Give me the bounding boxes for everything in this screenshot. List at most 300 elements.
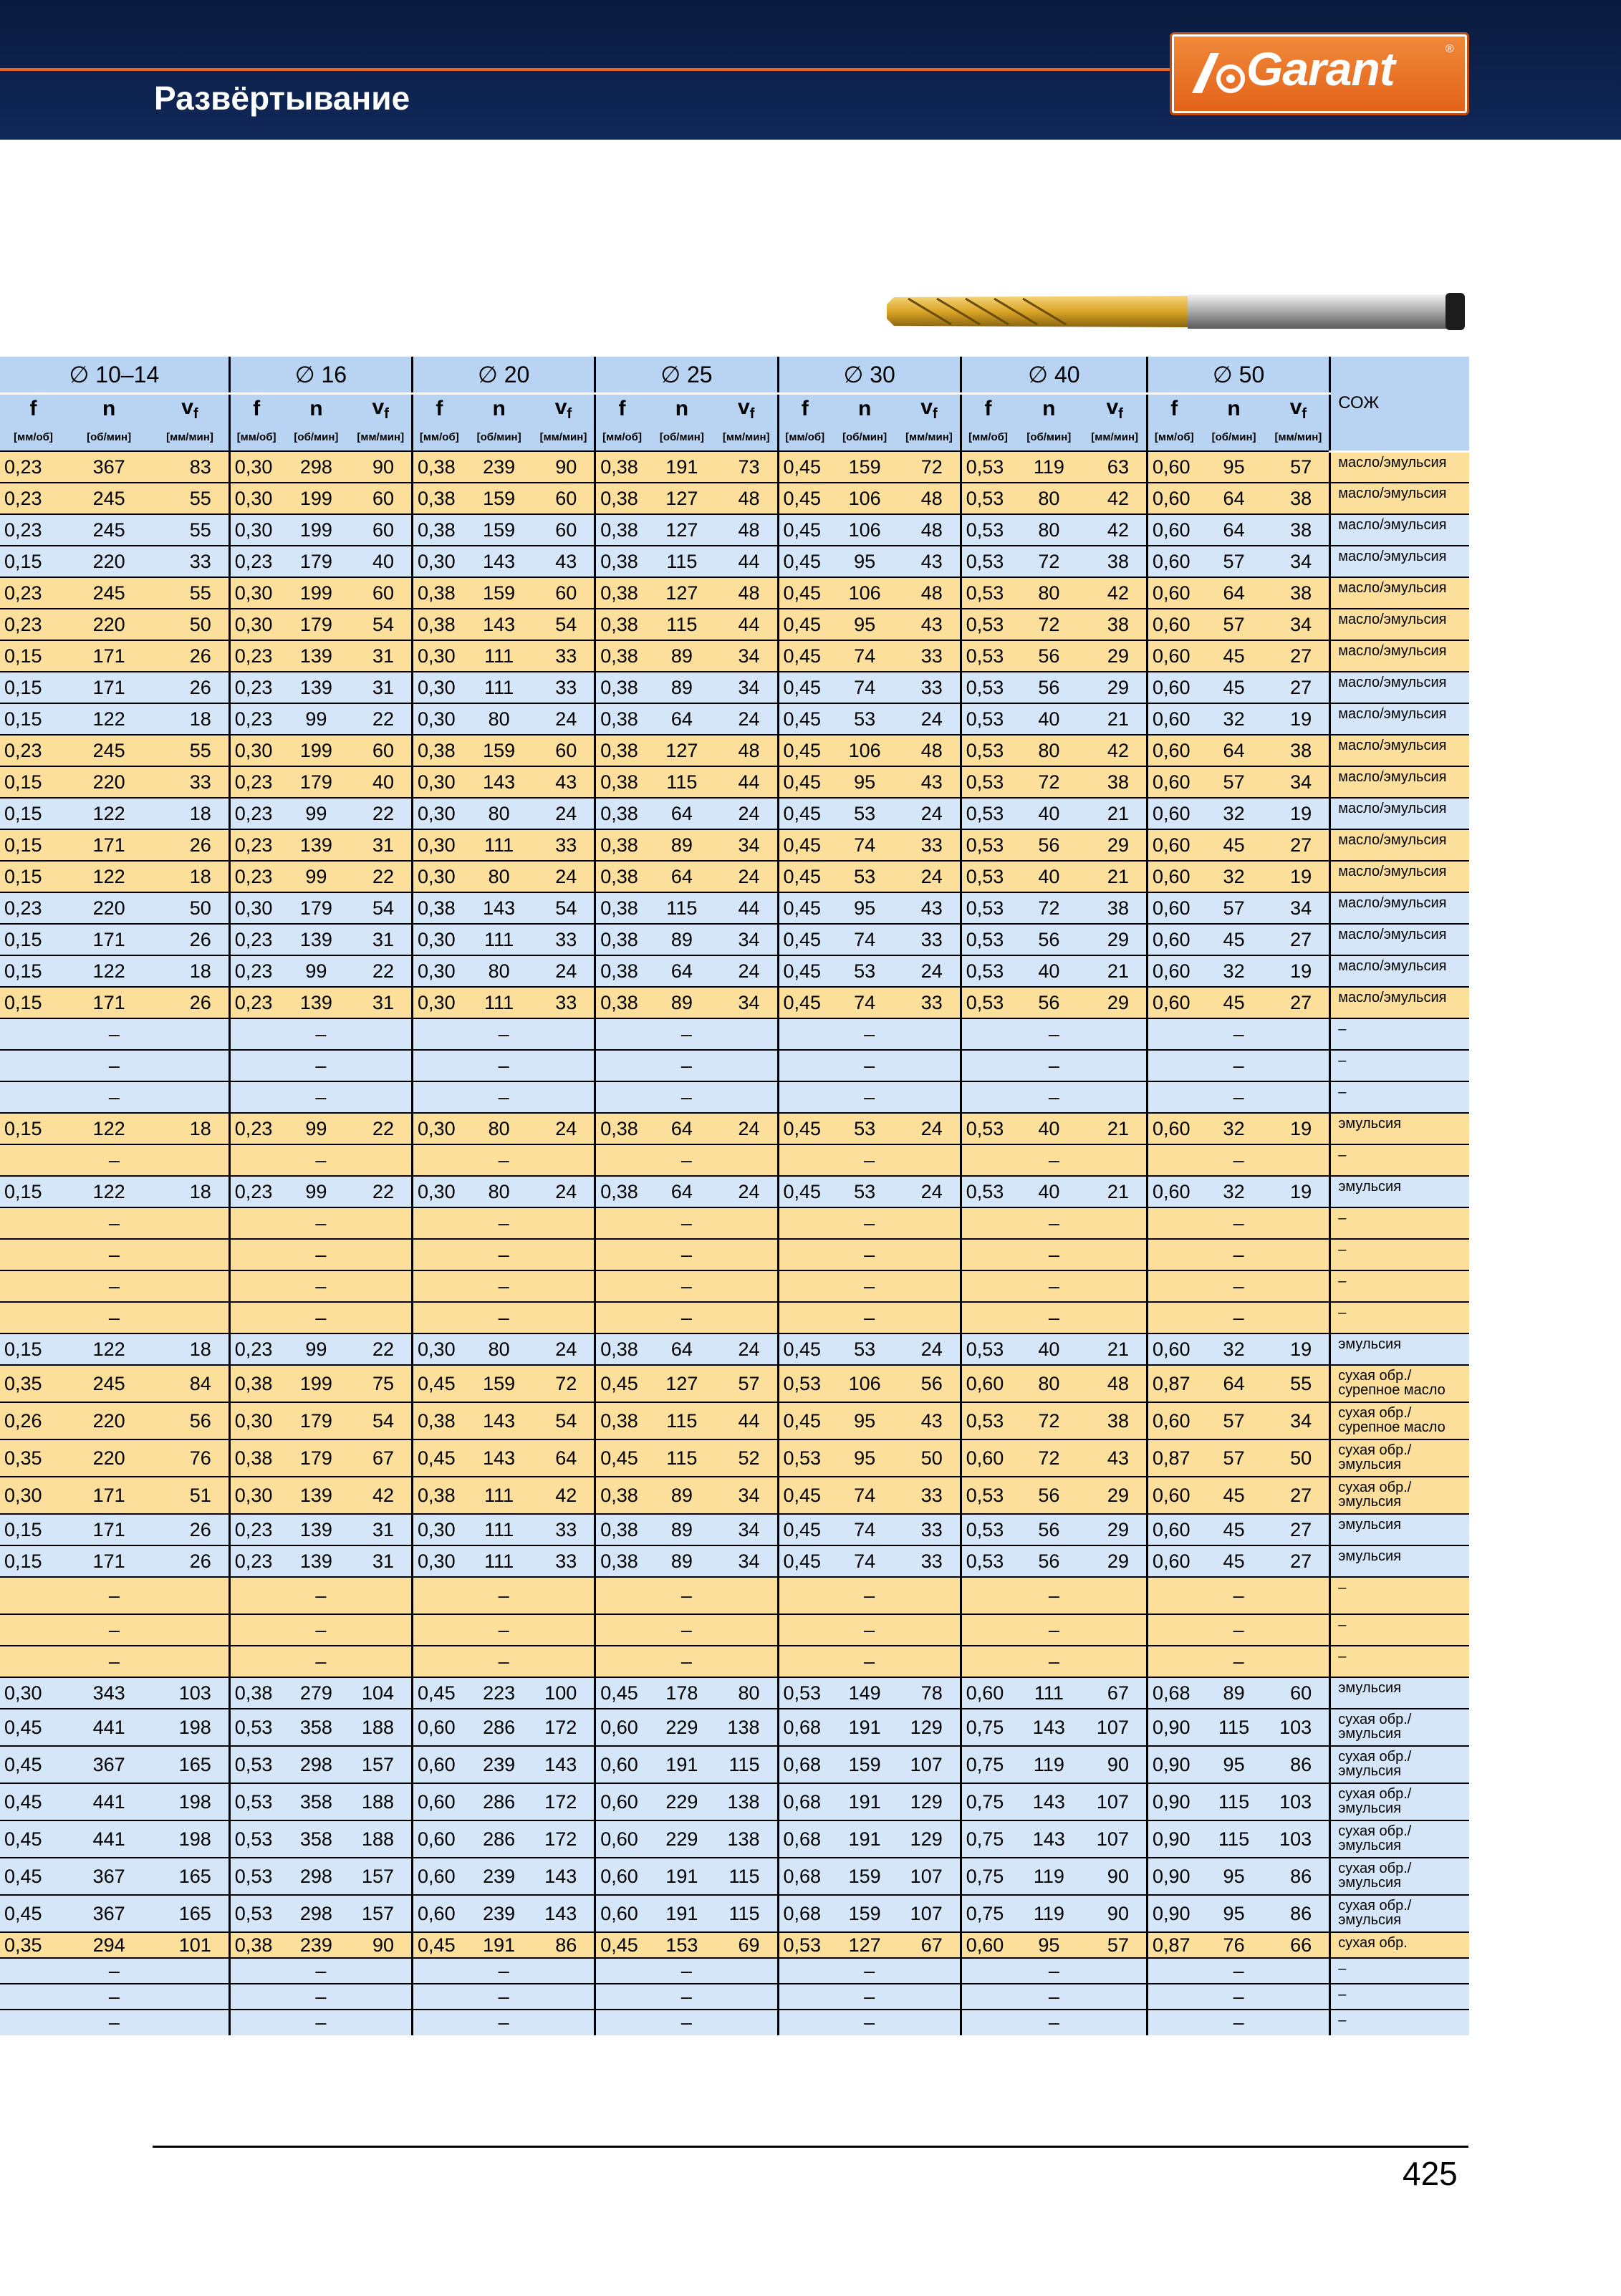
- cell-v: 42: [350, 1477, 412, 1514]
- cell-n: 95: [831, 1402, 898, 1439]
- cell-n: 358: [282, 1820, 350, 1858]
- cell-f: 0,53: [961, 1402, 1014, 1439]
- table-row: [0, 861, 1469, 892]
- empty-cell: –: [413, 1270, 595, 1302]
- empty-cell: –: [229, 1646, 412, 1677]
- cell-f: 0,45: [778, 703, 831, 735]
- cell-f: 0,23: [229, 924, 282, 955]
- cell-f: 0,53: [961, 640, 1014, 672]
- coolant-cell: –: [1330, 1984, 1469, 2010]
- cell-n: 298: [282, 1746, 350, 1783]
- cell-f: 0,45: [778, 1402, 831, 1439]
- cell-v: 24: [533, 798, 595, 829]
- coolant-cell: –: [1330, 1302, 1469, 1333]
- cell-f: 0,38: [595, 861, 648, 892]
- cell-v: 34: [716, 1514, 778, 1545]
- table-row: [0, 1439, 1469, 1477]
- cell-f: 0,60: [595, 1783, 648, 1820]
- symbol-header-v: [151, 394, 229, 424]
- cell-f: 0,45: [595, 1677, 648, 1709]
- cell-n: 72: [1014, 766, 1083, 798]
- cell-f: 0,45: [778, 640, 831, 672]
- symbol-v: v: [738, 395, 750, 419]
- cell-f: 0,38: [595, 892, 648, 924]
- cell-v: 27: [1268, 924, 1330, 955]
- cell-f: 0,45: [413, 1932, 466, 1958]
- table-row: [0, 640, 1469, 672]
- cell-f: 0,53: [229, 1820, 282, 1858]
- table-row: [0, 735, 1469, 766]
- page-header: [0, 0, 1621, 140]
- cell-v: 27: [1268, 829, 1330, 861]
- cell-n: 191: [466, 1932, 533, 1958]
- cell-v: 107: [1083, 1709, 1147, 1746]
- empty-cell: –: [1147, 1239, 1329, 1270]
- cell-f: 0,60: [1147, 766, 1200, 798]
- cell-n: 80: [1014, 1365, 1083, 1402]
- empty-cell: –: [413, 1614, 595, 1646]
- cell-f: 0,38: [595, 1545, 648, 1577]
- unit-header-n: [об/мин]: [831, 423, 898, 451]
- cell-v: 34: [716, 1477, 778, 1514]
- empty-cell: –: [413, 2010, 595, 2035]
- cell-f: 0,38: [413, 451, 466, 483]
- cell-v: 26: [151, 672, 229, 703]
- cell-f: 0,60: [1147, 987, 1200, 1018]
- cell-n: 45: [1201, 1514, 1268, 1545]
- cell-n: 40: [1014, 1113, 1083, 1144]
- empty-cell: –: [413, 1207, 595, 1239]
- cell-n: 245: [67, 514, 151, 546]
- cell-v: 18: [151, 955, 229, 987]
- empty-cell: –: [0, 1270, 229, 1302]
- empty-cell: –: [778, 1614, 961, 1646]
- cell-v: 31: [350, 829, 412, 861]
- table-row: [0, 1081, 1469, 1113]
- cell-f: 0,23: [229, 703, 282, 735]
- cell-v: 29: [1083, 1477, 1147, 1514]
- cell-n: 294: [67, 1932, 151, 1958]
- cell-v: 143: [533, 1746, 595, 1783]
- cell-n: 159: [466, 1365, 533, 1402]
- coolant-cell: сухая обр./ эмульсия: [1330, 1477, 1469, 1514]
- cell-v: 31: [350, 987, 412, 1018]
- cell-v: 26: [151, 1545, 229, 1577]
- cell-v: 188: [350, 1709, 412, 1746]
- coolant-cell: масло/эмульсия: [1330, 703, 1469, 735]
- table-row: [0, 1113, 1469, 1144]
- cell-v: 21: [1083, 798, 1147, 829]
- cell-v: 64: [533, 1439, 595, 1477]
- cell-n: 171: [67, 1514, 151, 1545]
- symbol-v: v: [1106, 395, 1119, 419]
- empty-cell: –: [595, 1577, 778, 1614]
- table-row: [0, 1050, 1469, 1081]
- empty-cell: –: [595, 1614, 778, 1646]
- cell-n: 111: [466, 1545, 533, 1577]
- diameter-symbol-icon: ∅: [660, 362, 681, 387]
- cell-n: 127: [648, 1365, 716, 1402]
- reaming-data-table: [0, 357, 1469, 2035]
- cell-v: 86: [1268, 1895, 1330, 1932]
- cell-f: 0,75: [961, 1820, 1014, 1858]
- logo-registered-mark: ®: [1446, 43, 1454, 55]
- cell-v: 103: [151, 1677, 229, 1709]
- cell-v: 52: [716, 1439, 778, 1477]
- cell-v: 33: [898, 1514, 961, 1545]
- unit-header-f: [мм/об]: [413, 423, 466, 451]
- cell-f: 0,60: [1147, 1402, 1200, 1439]
- cell-f: 0,68: [778, 1820, 831, 1858]
- cell-n: 95: [831, 609, 898, 640]
- coolant-cell: –: [1330, 1018, 1469, 1050]
- cell-f: 0,53: [961, 766, 1014, 798]
- cell-v: 48: [716, 514, 778, 546]
- cell-v: 57: [716, 1365, 778, 1402]
- cell-v: 24: [898, 1113, 961, 1144]
- coolant-cell: –: [1330, 1081, 1469, 1113]
- cell-v: 38: [1268, 483, 1330, 514]
- cell-f: 0,45: [778, 1477, 831, 1514]
- symbol-header-f: f: [595, 394, 648, 424]
- empty-cell: –: [961, 1018, 1147, 1050]
- cell-n: 99: [282, 1113, 350, 1144]
- cell-f: 0,60: [595, 1746, 648, 1783]
- cell-n: 159: [466, 577, 533, 609]
- diameter-header: [595, 357, 778, 394]
- cell-v: 143: [533, 1858, 595, 1895]
- cell-v: 24: [716, 861, 778, 892]
- table-row: [0, 1302, 1469, 1333]
- cell-f: 0,68: [778, 1858, 831, 1895]
- cell-v: 80: [716, 1677, 778, 1709]
- cell-n: 53: [831, 1113, 898, 1144]
- cell-n: 56: [1014, 987, 1083, 1018]
- cell-n: 115: [648, 766, 716, 798]
- cell-n: 122: [67, 703, 151, 735]
- empty-cell: –: [229, 1958, 412, 1984]
- symbol-header-v: [350, 394, 412, 424]
- cell-v: 43: [898, 892, 961, 924]
- symbol-header-n: n: [831, 394, 898, 424]
- table-row: [0, 1270, 1469, 1302]
- cell-v: 27: [1268, 1514, 1330, 1545]
- cell-f: 0,60: [961, 1932, 1014, 1958]
- cell-v: 42: [1083, 483, 1147, 514]
- table-row: [0, 1239, 1469, 1270]
- cell-f: 0,15: [0, 829, 67, 861]
- cell-f: 0,38: [413, 609, 466, 640]
- cell-v: 19: [1268, 703, 1330, 735]
- cell-n: 171: [67, 640, 151, 672]
- table-row: [0, 798, 1469, 829]
- cell-v: 34: [1268, 609, 1330, 640]
- diameter-symbol-icon: ∅: [843, 362, 864, 387]
- cell-v: 21: [1083, 1333, 1147, 1365]
- cell-f: 0,45: [778, 766, 831, 798]
- cell-v: 54: [533, 609, 595, 640]
- empty-cell: –: [1147, 1577, 1329, 1614]
- table-row: [0, 955, 1469, 987]
- cell-n: 171: [67, 987, 151, 1018]
- cell-f: 0,35: [0, 1439, 67, 1477]
- cell-f: 0,53: [778, 1932, 831, 1958]
- coolant-cell: масло/эмульсия: [1330, 987, 1469, 1018]
- coolant-cell: масло/эмульсия: [1330, 735, 1469, 766]
- cell-v: 165: [151, 1895, 229, 1932]
- cell-v: 19: [1268, 1113, 1330, 1144]
- cell-f: 0,15: [0, 987, 67, 1018]
- empty-cell: –: [413, 1646, 595, 1677]
- cell-n: 99: [282, 703, 350, 735]
- cell-v: 38: [1268, 514, 1330, 546]
- cell-v: 115: [716, 1858, 778, 1895]
- cell-f: 0,45: [778, 892, 831, 924]
- symbol-header-n: n: [67, 394, 151, 424]
- cell-f: 0,60: [595, 1820, 648, 1858]
- cell-v: 76: [151, 1439, 229, 1477]
- cell-n: 143: [466, 546, 533, 577]
- cell-f: 0,53: [961, 514, 1014, 546]
- cell-n: 239: [466, 1746, 533, 1783]
- cell-f: 0,45: [778, 798, 831, 829]
- cell-n: 80: [1014, 483, 1083, 514]
- cell-f: 0,87: [1147, 1365, 1200, 1402]
- diameter-symbol-icon: ∅: [69, 362, 90, 387]
- cell-n: 367: [67, 1895, 151, 1932]
- cell-n: 115: [1201, 1709, 1268, 1746]
- cell-n: 45: [1201, 672, 1268, 703]
- cell-v: 19: [1268, 861, 1330, 892]
- cell-v: 44: [716, 1402, 778, 1439]
- unit-header-f: [мм/об]: [595, 423, 648, 451]
- cell-f: 0,68: [778, 1746, 831, 1783]
- cell-v: 34: [716, 672, 778, 703]
- cell-f: 0,53: [961, 546, 1014, 577]
- cell-f: 0,60: [1147, 798, 1200, 829]
- cell-v: 27: [1268, 640, 1330, 672]
- unit-header-f: [мм/об]: [229, 423, 282, 451]
- cell-f: 0,38: [413, 577, 466, 609]
- table-row: [0, 546, 1469, 577]
- cell-n: 74: [831, 924, 898, 955]
- cell-f: 0,38: [413, 735, 466, 766]
- cell-v: 34: [716, 640, 778, 672]
- cell-f: 0,15: [0, 1545, 67, 1577]
- cell-n: 220: [67, 1439, 151, 1477]
- coolant-cell: эмульсия: [1330, 1333, 1469, 1365]
- cell-f: 0,23: [229, 987, 282, 1018]
- cell-f: 0,15: [0, 1333, 67, 1365]
- cell-f: 0,38: [595, 987, 648, 1018]
- cell-f: 0,45: [778, 672, 831, 703]
- table-row: [0, 1514, 1469, 1545]
- table-row: [0, 1207, 1469, 1239]
- empty-cell: –: [595, 1018, 778, 1050]
- cell-f: 0,30: [413, 703, 466, 735]
- cell-n: 179: [282, 546, 350, 577]
- cell-n: 40: [1014, 1333, 1083, 1365]
- cell-f: 0,60: [1147, 1477, 1200, 1514]
- cell-f: 0,53: [961, 955, 1014, 987]
- cell-v: 38: [1083, 1402, 1147, 1439]
- cell-n: 32: [1201, 861, 1268, 892]
- cell-f: 0,30: [229, 577, 282, 609]
- cell-n: 122: [67, 955, 151, 987]
- cell-n: 80: [1014, 735, 1083, 766]
- diameter-label: 40: [1054, 362, 1080, 387]
- cell-f: 0,30: [413, 861, 466, 892]
- cell-f: 0,68: [778, 1783, 831, 1820]
- empty-cell: –: [229, 1207, 412, 1239]
- empty-cell: –: [413, 1050, 595, 1081]
- cell-n: 367: [67, 1746, 151, 1783]
- cell-n: 64: [648, 1176, 716, 1207]
- empty-cell: –: [1147, 1646, 1329, 1677]
- cell-n: 89: [648, 672, 716, 703]
- coolant-cell: масло/эмульсия: [1330, 766, 1469, 798]
- empty-cell: –: [595, 1144, 778, 1176]
- cell-v: 107: [898, 1746, 961, 1783]
- empty-cell: –: [1147, 1050, 1329, 1081]
- cell-f: 0,23: [229, 955, 282, 987]
- cell-v: 60: [350, 577, 412, 609]
- cell-v: 33: [898, 987, 961, 1018]
- cell-v: 29: [1083, 924, 1147, 955]
- diameter-label: 20: [504, 362, 530, 387]
- cell-v: 50: [1268, 1439, 1330, 1477]
- cell-n: 441: [67, 1783, 151, 1820]
- cell-v: 72: [898, 451, 961, 483]
- cell-v: 138: [716, 1820, 778, 1858]
- unit-header-v: [мм/мин]: [1268, 423, 1330, 451]
- cell-n: 53: [831, 861, 898, 892]
- cell-v: 24: [533, 703, 595, 735]
- cell-f: 0,45: [0, 1858, 67, 1895]
- coolant-cell: масло/эмульсия: [1330, 609, 1469, 640]
- cell-f: 0,45: [778, 1113, 831, 1144]
- cell-f: 0,15: [0, 1514, 67, 1545]
- cell-n: 45: [1201, 924, 1268, 955]
- empty-cell: –: [595, 2010, 778, 2035]
- empty-cell: –: [961, 1614, 1147, 1646]
- empty-cell: –: [229, 1144, 412, 1176]
- cell-v: 50: [898, 1439, 961, 1477]
- cell-v: 33: [533, 640, 595, 672]
- cell-n: 111: [466, 1477, 533, 1514]
- cell-f: 0,60: [1147, 703, 1200, 735]
- cell-f: 0,30: [229, 892, 282, 924]
- cell-v: 103: [1268, 1820, 1330, 1858]
- table-row: [0, 1176, 1469, 1207]
- diameter-symbol-icon: ∅: [477, 362, 498, 387]
- cell-v: 33: [898, 640, 961, 672]
- cell-f: 0,60: [1147, 640, 1200, 672]
- cell-f: 0,38: [595, 703, 648, 735]
- cell-n: 143: [1014, 1820, 1083, 1858]
- cell-v: 22: [350, 1176, 412, 1207]
- logo-text: Garant: [1246, 42, 1395, 95]
- cell-f: 0,38: [595, 798, 648, 829]
- cell-f: 0,53: [961, 1176, 1014, 1207]
- cell-n: 106: [831, 735, 898, 766]
- cell-v: 24: [898, 703, 961, 735]
- cell-f: 0,23: [0, 577, 67, 609]
- coolant-cell: –: [1330, 1270, 1469, 1302]
- cell-f: 0,30: [413, 1333, 466, 1365]
- cell-v: 34: [716, 829, 778, 861]
- cell-f: 0,53: [229, 1783, 282, 1820]
- cell-n: 191: [648, 1895, 716, 1932]
- cell-v: 50: [151, 609, 229, 640]
- cell-n: 143: [466, 609, 533, 640]
- cell-v: 172: [533, 1783, 595, 1820]
- cell-v: 29: [1083, 987, 1147, 1018]
- cell-n: 115: [648, 1402, 716, 1439]
- cell-v: 34: [1268, 892, 1330, 924]
- cell-n: 199: [282, 483, 350, 514]
- cell-f: 0,30: [229, 451, 282, 483]
- coolant-cell: масло/эмульсия: [1330, 861, 1469, 892]
- cell-n: 95: [831, 1439, 898, 1477]
- cell-n: 111: [466, 987, 533, 1018]
- coolant-cell: масло/эмульсия: [1330, 955, 1469, 987]
- cell-n: 74: [831, 1477, 898, 1514]
- cell-v: 69: [716, 1932, 778, 1958]
- cell-f: 0,23: [229, 829, 282, 861]
- coolant-cell: масло/эмульсия: [1330, 514, 1469, 546]
- cell-f: 0,45: [778, 924, 831, 955]
- cell-n: 64: [648, 955, 716, 987]
- table-row: [0, 1365, 1469, 1402]
- cell-n: 178: [648, 1677, 716, 1709]
- cell-f: 0,30: [229, 735, 282, 766]
- cell-v: 55: [151, 735, 229, 766]
- cell-f: 0,75: [961, 1746, 1014, 1783]
- cell-n: 40: [1014, 1176, 1083, 1207]
- cell-v: 33: [898, 1545, 961, 1577]
- cell-n: 139: [282, 829, 350, 861]
- diameter-header: [0, 357, 229, 394]
- cell-n: 32: [1201, 1113, 1268, 1144]
- cell-f: 0,23: [229, 861, 282, 892]
- cell-f: 0,60: [1147, 861, 1200, 892]
- empty-cell: –: [229, 1050, 412, 1081]
- coolant-cell: эмульсия: [1330, 1677, 1469, 1709]
- cell-n: 367: [67, 451, 151, 483]
- empty-cell: –: [1147, 1207, 1329, 1239]
- coolant-cell: сухая обр.: [1330, 1932, 1469, 1958]
- cell-n: 171: [67, 672, 151, 703]
- cell-f: 0,75: [961, 1895, 1014, 1932]
- empty-cell: –: [0, 1081, 229, 1113]
- cell-n: 367: [67, 1858, 151, 1895]
- cell-n: 74: [831, 1514, 898, 1545]
- cell-v: 24: [898, 798, 961, 829]
- cell-v: 188: [350, 1783, 412, 1820]
- cell-f: 0,15: [0, 924, 67, 955]
- empty-cell: –: [1147, 1614, 1329, 1646]
- cell-v: 75: [350, 1365, 412, 1402]
- cell-f: 0,30: [413, 1545, 466, 1577]
- table-row: [0, 1477, 1469, 1514]
- cell-f: 0,45: [778, 735, 831, 766]
- empty-cell: –: [413, 1984, 595, 2010]
- table-row: [0, 1958, 1469, 1984]
- cell-f: 0,30: [413, 1176, 466, 1207]
- cell-f: 0,38: [595, 1477, 648, 1514]
- cell-n: 149: [831, 1677, 898, 1709]
